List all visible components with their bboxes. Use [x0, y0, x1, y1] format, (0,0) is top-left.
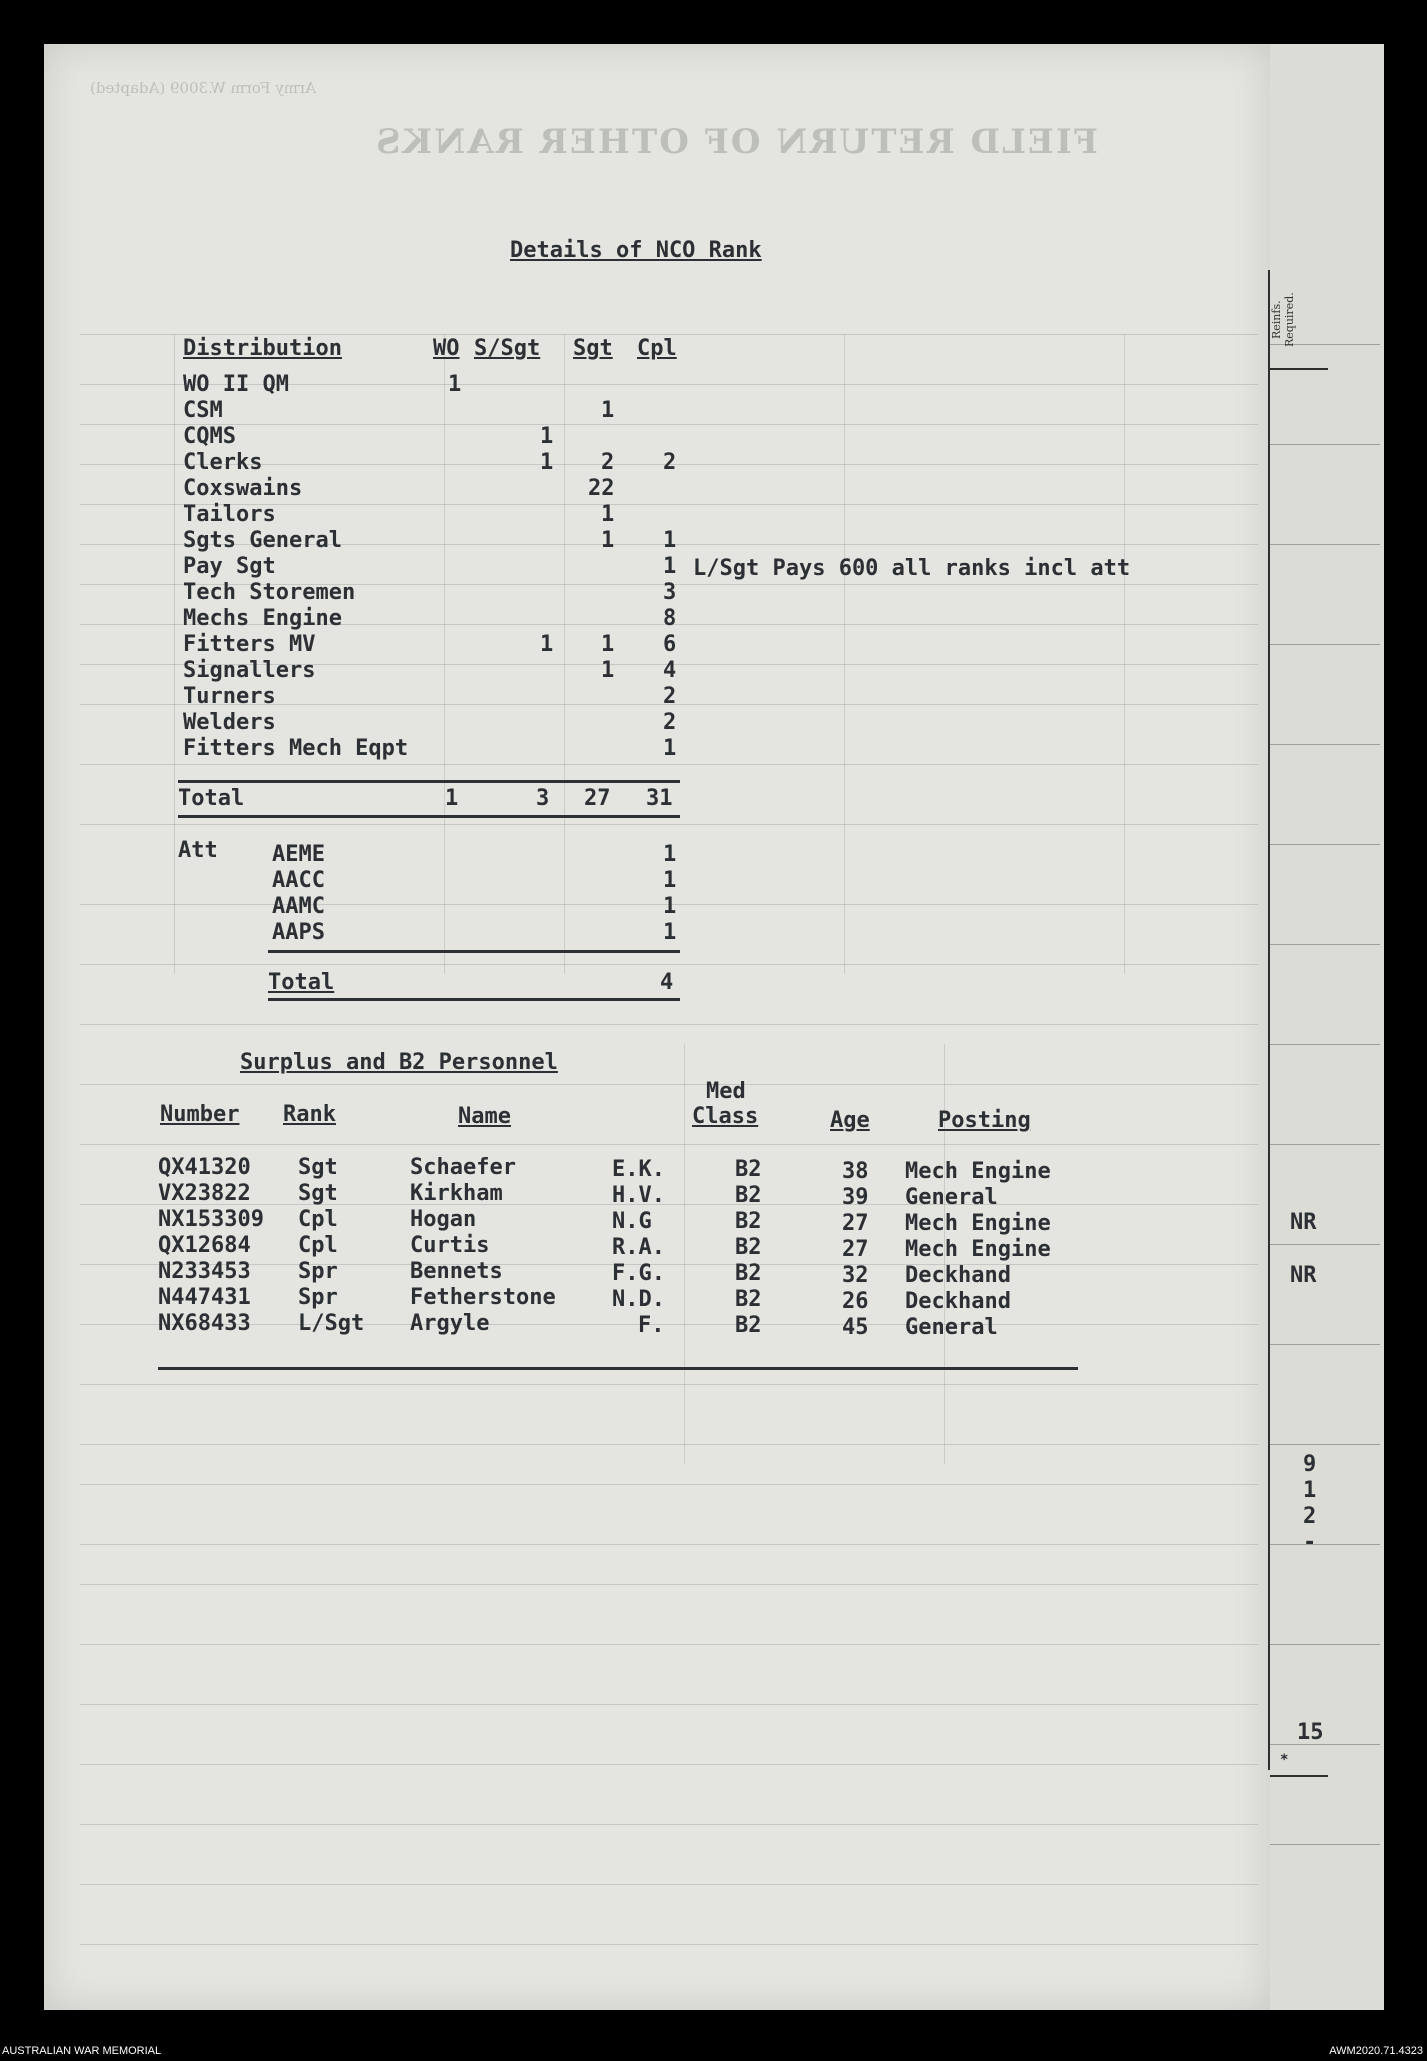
att-unit: AEME	[272, 842, 325, 867]
field-return-title: FIELD RETURN OF OTHER RANKS	[374, 122, 1098, 162]
strip-value: NR	[1290, 1210, 1317, 1235]
person-rank: Spr	[298, 1259, 338, 1284]
form-reference: Army Form W.3009 (Adapted)	[90, 79, 316, 97]
footer-id: AWM2020.71.4323	[1329, 2045, 1423, 2057]
att-unit: AACC	[272, 868, 325, 893]
row-label: Coxswains	[183, 476, 303, 501]
person-surname: Argyle	[410, 1311, 490, 1336]
person-initials: F.G.	[612, 1261, 665, 1286]
total-ssgt: 3	[536, 786, 550, 811]
distribution-heading: Distribution	[183, 336, 342, 361]
strip-value: -	[1303, 1530, 1317, 1555]
strip-rule	[1270, 368, 1328, 370]
person-age: 38	[842, 1159, 869, 1184]
person-rank: Cpl	[298, 1233, 338, 1258]
strip-value: 1	[1303, 1478, 1317, 1503]
row-cpl: 8	[663, 606, 677, 631]
total-label: Total	[178, 786, 245, 811]
row-cpl: 3	[663, 580, 677, 605]
total-sgt: 27	[584, 786, 611, 811]
col-name: Name	[458, 1104, 511, 1129]
person-class: B2	[735, 1313, 762, 1338]
med-label: Med	[706, 1079, 746, 1104]
col-sgt: Sgt	[573, 336, 613, 361]
col-wo: WO	[433, 336, 460, 361]
pay-note: L/Sgt Pays 600 all ranks incl att	[693, 556, 1131, 581]
person-initials: N.G	[612, 1209, 652, 1234]
row-label: Mechs Engine	[183, 606, 342, 631]
row-sgt: 22	[588, 476, 615, 501]
strip-value: NR	[1290, 1263, 1317, 1288]
person-surname: Hogan	[410, 1207, 477, 1232]
surplus-end-rule	[158, 1367, 1078, 1370]
person-age: 27	[842, 1237, 869, 1262]
att-unit: AAMC	[272, 894, 325, 919]
person-class: B2	[735, 1209, 762, 1234]
att-cpl: 1	[663, 868, 677, 893]
col-rank: Rank	[283, 1102, 336, 1127]
person-number: QX12684	[158, 1233, 251, 1258]
person-class: B2	[735, 1183, 762, 1208]
person-surname: Kirkham	[410, 1181, 503, 1206]
row-label: Tech Storemen	[183, 580, 356, 605]
col-cpl: Cpl	[637, 336, 677, 361]
col-ssgt: S/Sgt	[474, 336, 541, 361]
person-posting: Mech Engine	[905, 1159, 1051, 1184]
strip-value: 15	[1297, 1720, 1324, 1745]
person-surname: Schaefer	[410, 1155, 516, 1180]
row-label: Pay Sgt	[183, 554, 276, 579]
person-rank: L/Sgt	[298, 1311, 365, 1336]
strip-value: 2	[1303, 1504, 1317, 1529]
att-cpl: 1	[663, 894, 677, 919]
person-posting: Deckhand	[905, 1289, 1011, 1314]
total-rule-top	[178, 780, 680, 783]
row-sgt: 1	[601, 502, 615, 527]
person-class: B2	[735, 1157, 762, 1182]
surplus-heading: Surplus and B2 Personnel	[240, 1050, 558, 1075]
row-label: Signallers	[183, 658, 316, 683]
person-initials: R.A.	[612, 1235, 665, 1260]
person-posting: General	[905, 1185, 998, 1210]
document-title: Details of NCO Rank	[510, 238, 762, 263]
row-label: Fitters Mech Eqpt	[183, 736, 409, 761]
col-age: Age	[830, 1108, 870, 1133]
strip-value: *	[1280, 1752, 1289, 1768]
row-cpl: 2	[663, 684, 677, 709]
col-posting: Posting	[938, 1108, 1031, 1133]
footer-source: AUSTRALIAN WAR MEMORIAL	[2, 2045, 162, 2057]
att-total-cpl: 4	[660, 970, 674, 995]
strip-value: 9	[1303, 1452, 1317, 1477]
person-age: 45	[842, 1315, 869, 1340]
strip-rule	[1270, 1775, 1328, 1777]
person-initials: N.D.	[612, 1287, 665, 1312]
row-cpl: 1	[663, 554, 677, 579]
person-surname: Curtis	[410, 1233, 490, 1258]
person-rank: Sgt	[298, 1155, 338, 1180]
row-sgt: 1	[601, 398, 615, 423]
att-unit: AAPS	[272, 920, 325, 945]
person-age: 39	[842, 1185, 869, 1210]
person-posting: Mech Engine	[905, 1237, 1051, 1262]
att-total-label: Total	[268, 970, 335, 995]
row-cpl: 6	[663, 632, 677, 657]
att-total-rule-top	[268, 950, 680, 953]
person-age: 32	[842, 1263, 869, 1288]
col-number: Number	[160, 1102, 240, 1127]
person-posting: Mech Engine	[905, 1211, 1051, 1236]
row-label: Tailors	[183, 502, 276, 527]
reinforcements-header: Reinfs. Required.	[1270, 292, 1296, 348]
row-ssgt: 1	[540, 450, 554, 475]
row-label: WO II QM	[183, 372, 289, 397]
person-age: 27	[842, 1211, 869, 1236]
person-rank: Spr	[298, 1285, 338, 1310]
person-age: 26	[842, 1289, 869, 1314]
person-number: VX23822	[158, 1181, 251, 1206]
row-label: Turners	[183, 684, 276, 709]
person-posting: General	[905, 1315, 998, 1340]
person-surname: Bennets	[410, 1259, 503, 1284]
row-cpl: 4	[663, 658, 677, 683]
row-cpl: 1	[663, 736, 677, 761]
row-wo: 1	[448, 372, 462, 397]
total-wo: 1	[445, 786, 459, 811]
person-rank: Cpl	[298, 1207, 338, 1232]
person-initials: F.	[638, 1313, 665, 1338]
row-label: Fitters MV	[183, 632, 316, 657]
person-posting: Deckhand	[905, 1263, 1011, 1288]
row-cpl: 2	[663, 710, 677, 735]
person-number: QX41320	[158, 1155, 251, 1180]
right-column	[1268, 270, 1330, 1770]
person-initials: H.V.	[612, 1183, 665, 1208]
person-class: B2	[735, 1287, 762, 1312]
person-number: N233453	[158, 1259, 251, 1284]
row-sgt: 1	[601, 658, 615, 683]
att-cpl: 1	[663, 920, 677, 945]
row-sgt: 1	[601, 528, 615, 553]
row-cpl: 1	[663, 528, 677, 553]
person-number: NX68433	[158, 1311, 251, 1336]
row-ssgt: 1	[540, 424, 554, 449]
row-label: Welders	[183, 710, 276, 735]
att-total-rule-bottom	[268, 998, 680, 1001]
row-cpl: 2	[663, 450, 677, 475]
row-ssgt: 1	[540, 632, 554, 657]
row-label: Clerks	[183, 450, 263, 475]
person-number: N447431	[158, 1285, 251, 1310]
person-class: B2	[735, 1235, 762, 1260]
total-cpl: 31	[646, 786, 673, 811]
person-class: B2	[735, 1261, 762, 1286]
att-cpl: 1	[663, 842, 677, 867]
row-label: CQMS	[183, 424, 236, 449]
col-class: Class	[692, 1104, 759, 1129]
row-label: CSM	[183, 398, 223, 423]
person-rank: Sgt	[298, 1181, 338, 1206]
row-sgt: 2	[601, 450, 615, 475]
person-number: NX153309	[158, 1207, 264, 1232]
row-sgt: 1	[601, 632, 615, 657]
person-initials: E.K.	[612, 1157, 665, 1182]
attached-label: Att	[178, 838, 218, 863]
row-label: Sgts General	[183, 528, 342, 553]
total-rule-bottom	[178, 815, 680, 818]
person-surname: Fetherstone	[410, 1285, 556, 1310]
